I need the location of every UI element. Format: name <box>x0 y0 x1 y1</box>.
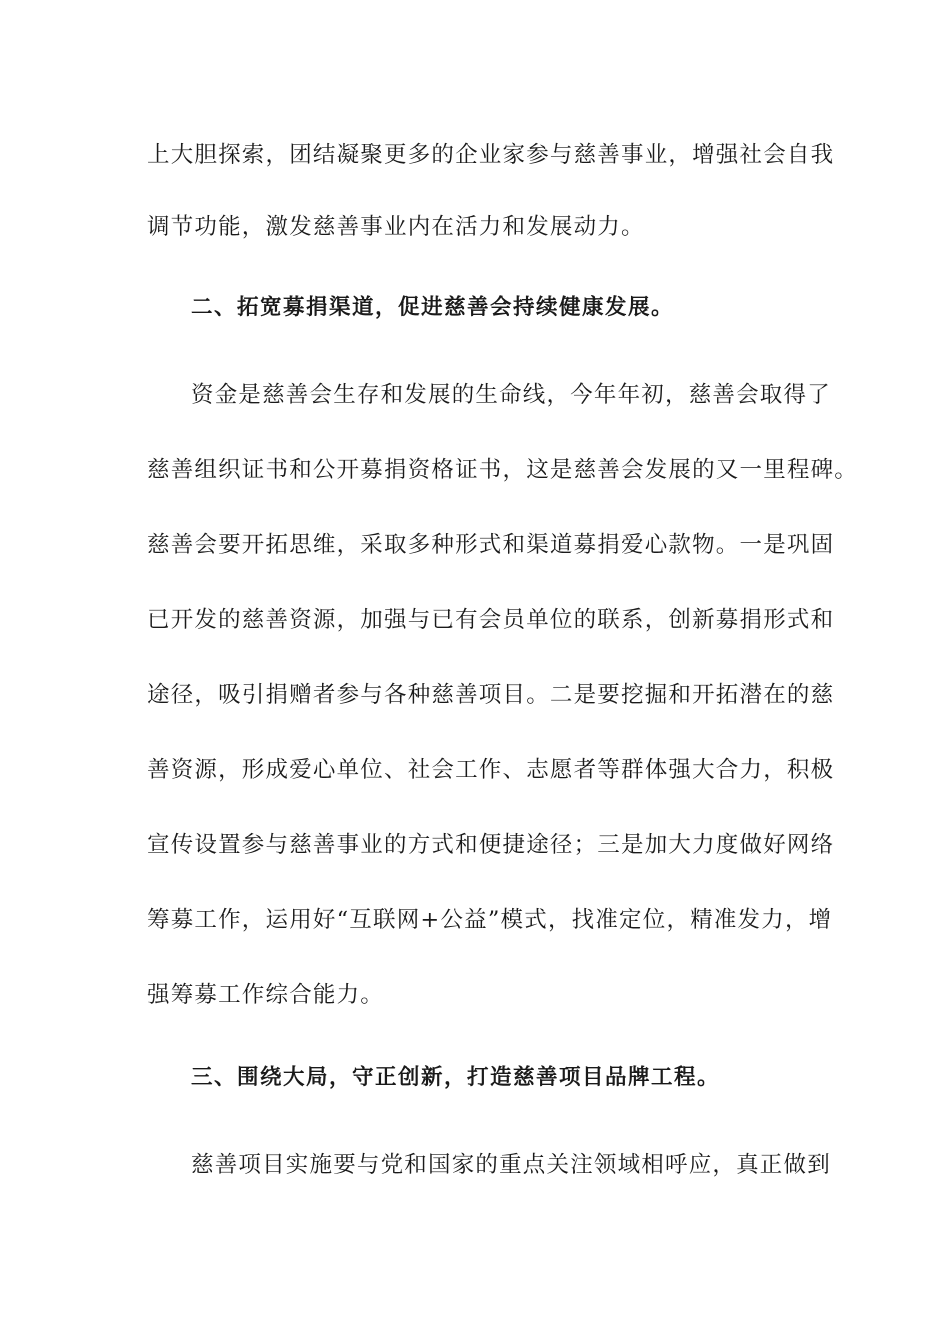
paragraph-line: 慈善项目实施要与党和国家的重点关注领域相呼应，真正做到 <box>191 1152 831 1178</box>
paragraph-line: 调节功能，激发慈善事业内在活力和发展动力。 <box>147 214 645 240</box>
paragraph-line: 已开发的慈善资源，加强与已有会员单位的联系，创新募捐形式和 <box>147 607 835 633</box>
paragraph-line: 宣传设置参与慈善事业的方式和便捷途径；三是加大力度做好网络 <box>147 832 835 858</box>
paragraph-line: 慈善会要开拓思维，采取多种形式和渠道募捐爱心款物。一是巩固 <box>147 532 835 558</box>
paragraph-line: 上大胆探索，团结凝聚更多的企业家参与慈善事业，增强社会自我 <box>147 142 835 168</box>
paragraph-line: 善资源，形成爱心单位、社会工作、志愿者等群体强大合力，积极 <box>147 757 835 783</box>
section-heading-3: 三、围绕大局，守正创新，打造慈善项目品牌工程。 <box>191 1065 721 1090</box>
paragraph-line: 强筹募工作综合能力。 <box>147 982 385 1008</box>
paragraph-line: 资金是慈善会生存和发展的生命线，今年年初，慈善会取得了 <box>191 382 831 408</box>
paragraph-line: 途径，吸引捐赠者参与各种慈善项目。二是要挖掘和开拓潜在的慈 <box>147 682 835 708</box>
paragraph-line: 慈善组织证书和公开募捐资格证书，这是慈善会发展的又一里程碑。 <box>147 457 859 483</box>
section-heading-2: 二、拓宽募捐渠道，促进慈善会持续健康发展。 <box>191 295 675 320</box>
paragraph-line: 筹募工作，运用好“互联网+公益”模式，找准定位，精准发力，增 <box>147 907 833 933</box>
